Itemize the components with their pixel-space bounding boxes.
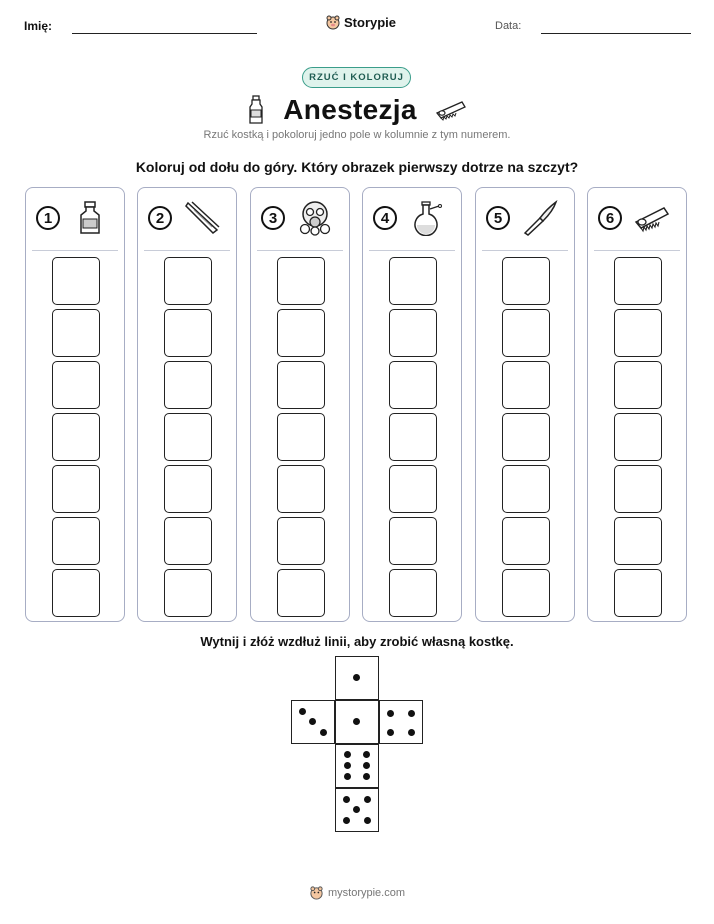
column-cell bbox=[389, 257, 437, 305]
race-column-3 bbox=[250, 187, 350, 622]
column-cell bbox=[277, 361, 325, 409]
pip bbox=[353, 806, 360, 813]
column-cell bbox=[277, 517, 325, 565]
column-number: 1 bbox=[36, 206, 60, 230]
tweezers-icon bbox=[184, 200, 220, 236]
name-label: Imię: bbox=[24, 19, 53, 33]
footer bbox=[0, 885, 714, 900]
column-cell bbox=[614, 517, 662, 565]
race-column-4 bbox=[362, 187, 462, 622]
column-divider bbox=[32, 250, 118, 251]
column-cell bbox=[52, 569, 100, 617]
dice-face bbox=[291, 700, 335, 744]
name-line bbox=[72, 33, 257, 34]
race-column-5 bbox=[475, 187, 575, 622]
pip bbox=[353, 674, 360, 681]
dice-face bbox=[335, 656, 379, 700]
column-number: 2 bbox=[148, 206, 172, 230]
scalpel-icon bbox=[522, 200, 558, 236]
column-divider bbox=[482, 250, 568, 251]
pip bbox=[344, 762, 351, 769]
brand-logo bbox=[325, 14, 396, 30]
column-cell bbox=[614, 569, 662, 617]
pip bbox=[364, 796, 371, 803]
column-cell bbox=[502, 257, 550, 305]
title-row bbox=[0, 90, 714, 130]
pip bbox=[363, 751, 370, 758]
dice-face bbox=[335, 744, 379, 788]
column-cell bbox=[614, 413, 662, 461]
race-column-6 bbox=[587, 187, 687, 622]
column-cell bbox=[52, 465, 100, 513]
bottle-icon bbox=[72, 200, 108, 236]
column-divider bbox=[257, 250, 343, 251]
column-cell bbox=[502, 465, 550, 513]
column-divider bbox=[144, 250, 230, 251]
pip bbox=[320, 729, 327, 736]
storypie-mascot-icon bbox=[325, 14, 341, 30]
column-cell bbox=[389, 413, 437, 461]
column-header bbox=[138, 188, 236, 250]
column-header bbox=[588, 188, 686, 250]
dice-face bbox=[335, 788, 379, 832]
column-header bbox=[26, 188, 124, 250]
column-cell bbox=[614, 309, 662, 357]
question: Koloruj od dołu do góry. Który obrazek pierwszy dotrze na szczyt? bbox=[135, 159, 579, 175]
dice-face bbox=[335, 700, 379, 744]
column-cell bbox=[502, 413, 550, 461]
race-column-2 bbox=[137, 187, 237, 622]
brand-name: Storypie bbox=[344, 14, 397, 30]
column-cell bbox=[502, 517, 550, 565]
pip bbox=[387, 710, 394, 717]
activity-badge: RZUĆ I KOLORUJ bbox=[302, 67, 411, 88]
page-title: Anestezja bbox=[283, 94, 417, 125]
flask-icon bbox=[409, 200, 445, 236]
column-cell bbox=[389, 465, 437, 513]
vial-icon bbox=[247, 95, 265, 125]
column-cell bbox=[502, 361, 550, 409]
column-cell bbox=[164, 309, 212, 357]
pip bbox=[344, 751, 351, 758]
column-header bbox=[476, 188, 574, 250]
column-cell bbox=[164, 413, 212, 461]
column-divider bbox=[594, 250, 680, 251]
column-cell bbox=[389, 309, 437, 357]
column-number: 5 bbox=[486, 206, 510, 230]
column-cell bbox=[164, 465, 212, 513]
date-label: Data: bbox=[495, 20, 522, 32]
column-cell bbox=[614, 257, 662, 305]
column-header bbox=[251, 188, 349, 250]
column-cell bbox=[502, 569, 550, 617]
saw-icon bbox=[435, 99, 467, 121]
pip bbox=[309, 718, 316, 725]
column-cell bbox=[164, 257, 212, 305]
column-cell bbox=[164, 361, 212, 409]
column-cell bbox=[52, 257, 100, 305]
column-number: 3 bbox=[261, 206, 285, 230]
saw-icon bbox=[634, 200, 670, 236]
column-divider bbox=[369, 250, 455, 251]
pip bbox=[299, 708, 306, 715]
cut-instruction: Wytnij i złóż wzdłuż linii, aby zrobić własną kostkę. bbox=[200, 634, 514, 649]
date-line bbox=[541, 33, 691, 34]
column-cell bbox=[389, 569, 437, 617]
column-cell bbox=[52, 413, 100, 461]
pip bbox=[343, 796, 350, 803]
column-cell bbox=[614, 465, 662, 513]
pip bbox=[363, 762, 370, 769]
pip bbox=[364, 817, 371, 824]
column-header bbox=[363, 188, 461, 250]
column-cell bbox=[277, 465, 325, 513]
column-number: 6 bbox=[598, 206, 622, 230]
column-cell bbox=[389, 361, 437, 409]
instructions: Rzuć kostką i pokoloruj jedno pole w kolumnie z tym numerem. bbox=[203, 129, 511, 141]
column-cell bbox=[277, 413, 325, 461]
column-cell bbox=[614, 361, 662, 409]
column-cell bbox=[277, 257, 325, 305]
pip bbox=[408, 710, 415, 717]
column-cell bbox=[277, 309, 325, 357]
column-cell bbox=[52, 309, 100, 357]
pip bbox=[353, 718, 360, 725]
column-cell bbox=[277, 569, 325, 617]
column-cell bbox=[52, 517, 100, 565]
column-cell bbox=[502, 309, 550, 357]
pip bbox=[344, 773, 351, 780]
column-cell bbox=[52, 361, 100, 409]
pip bbox=[343, 817, 350, 824]
storypie-mascot-icon bbox=[309, 885, 324, 900]
pip bbox=[408, 729, 415, 736]
column-cell bbox=[164, 517, 212, 565]
gas-mask-icon bbox=[297, 200, 333, 236]
footer-url[interactable]: mystorypie.com bbox=[327, 886, 406, 899]
column-cell bbox=[389, 517, 437, 565]
column-number: 4 bbox=[373, 206, 397, 230]
pip bbox=[387, 729, 394, 736]
dice-face bbox=[379, 700, 423, 744]
pip bbox=[363, 773, 370, 780]
race-column-1 bbox=[25, 187, 125, 622]
column-cell bbox=[164, 569, 212, 617]
